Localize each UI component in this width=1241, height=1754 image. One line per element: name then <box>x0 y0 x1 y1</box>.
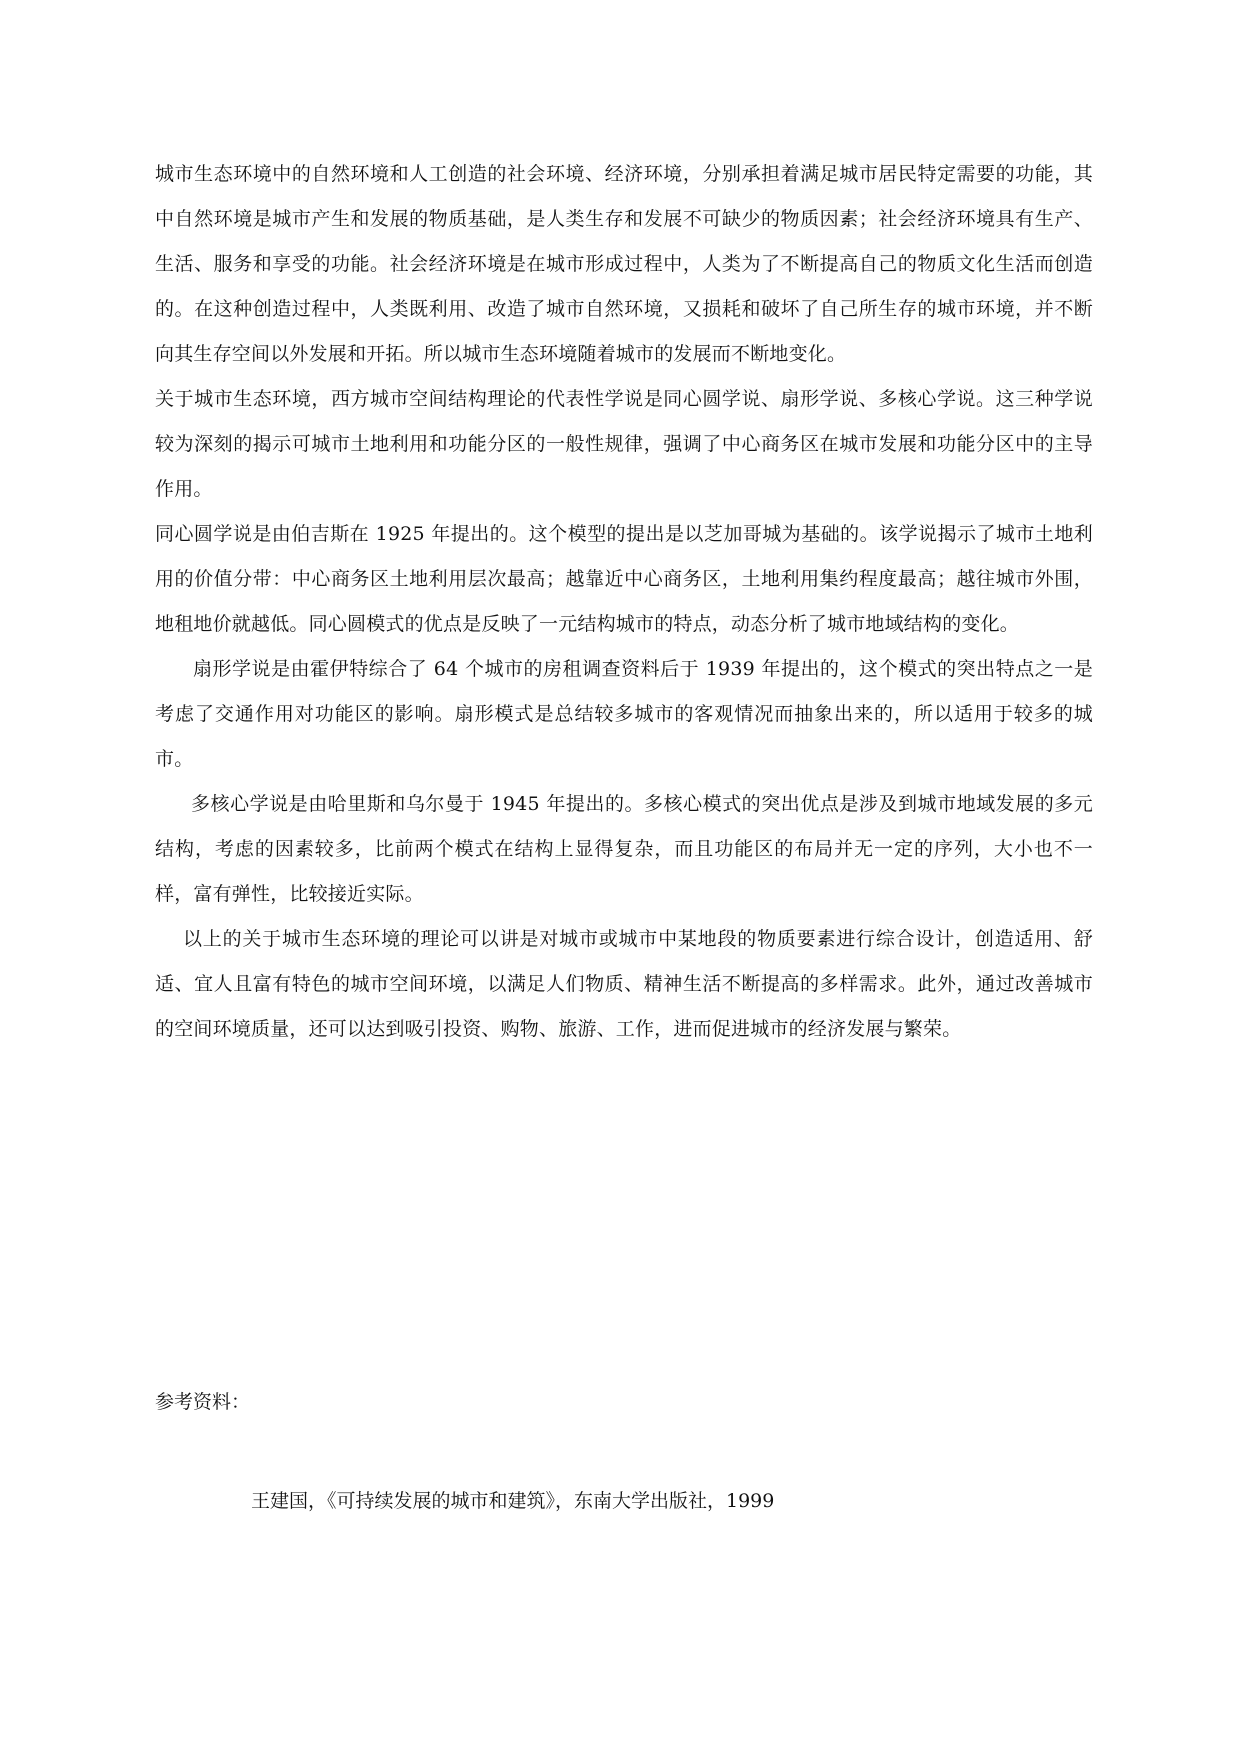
paragraph-urban-environment: 城市生态环境中的自然环境和人工创造的社会环境、经济环境，分别承担着满足城市居民特定需要的功能，其中自然环境是城市产生和发展的物质基础，是人类生存和发展不可缺少的物质因素；社会经济环境具有生产、生活、服务和享受的功能。社会经济环境是在城市形成过程中，人类为了不断提高自己的物质文化生活而创造的。在这种创造过程中，人类既利用、改造了城市自然环境，又损耗和破坏了自己所生存的城市环境，并不断向其生存空间以外发展和开拓。所以城市生态环境随着城市的发展而不断地变化。 <box>155 163 1093 365</box>
paragraph-multiple-nuclei: 多核心学说是由哈里斯和乌尔曼于 1945 年提出的。多核心模式的突出优点是涉及到城市地域发展的多元结构，考虑的因素较多，比前两个模式在结构上显得复杂，而且功能区的布局并无一定的序列，大小也不一样，富有弹性，比较接近实际。 <box>155 793 1093 905</box>
paragraph-sector-model: 扇形学说是由霍伊特综合了 64 个城市的房租调查资料后于 1939 年提出的，这个模式的突出特点之一是考虑了交通作用对功能区的影响。扇形模式是总结较多城市的客观情况而抽象出来的，所以适用于较多的城市。 <box>155 658 1093 770</box>
references-label: 参考资料： <box>155 1391 251 1413</box>
paragraph-spatial-theories: 关于城市生态环境，西方城市空间结构理论的代表性学说是同心圆学说、扇形学说、多核心学说。这三种学说较为深刻的揭示可城市土地利用和功能分区的一般性规律，强调了中心商务区在城市发展和功能分区中的主导作用。 <box>155 388 1093 500</box>
paragraph-conclusion: 以上的关于城市生态环境的理论可以讲是对城市或城市中某地段的物质要素进行综合设计，创造适用、舒适、宜人且富有特色的城市空间环境，以满足人们物质、精神生活不断提高的多样需求。此外，通过改善城市的空间环境质量，还可以达到吸引投资、购物、旅游、工作，进而促进城市的经济发展与繁荣。 <box>155 928 1093 1040</box>
paragraph-concentric-zone: 同心圆学说是由伯吉斯在 1925 年提出的。这个模型的提出是以芝加哥城为基础的。该学说揭示了城市土地利用的价值分带：中心商务区土地利用层次最高；越靠近中心商务区，土地利用集约程度最高；越往城市外围，地租地价就越低。同心圆模式的优点是反映了一元结构城市的特点，动态分析了城市地域结构的变化。 <box>155 523 1093 635</box>
reference-item: 王建国，《可持续发展的城市和建筑》，东南大学出版社，1999 <box>251 1490 775 1512</box>
document-body <box>155 152 1093 1052</box>
